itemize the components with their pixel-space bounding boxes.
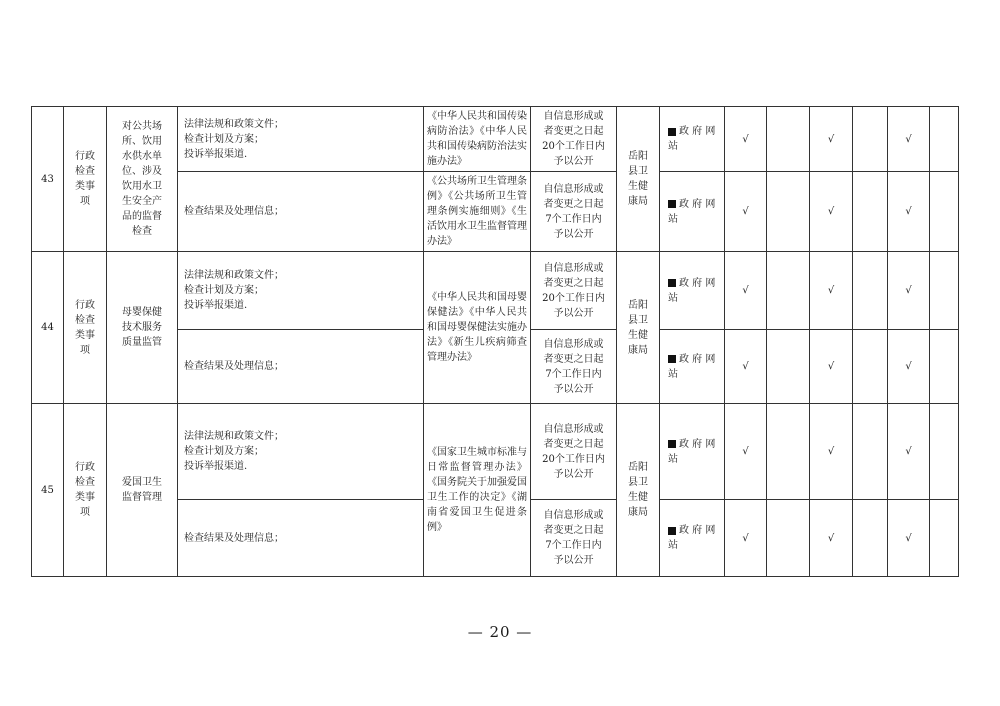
item-category: 行政 检查 类事 项 xyxy=(64,404,107,577)
check-mark: √ xyxy=(810,330,853,404)
black-square-icon xyxy=(668,128,676,136)
table-row xyxy=(32,404,959,500)
disclosure-content: 检查结果及处理信息； xyxy=(178,500,424,577)
item-name: 对公共场 所、饮用 水供水单 位、涉及 饮用水卫 生安全产 品的监督 检查 xyxy=(107,107,178,252)
empty-cell xyxy=(930,172,959,252)
check-mark: √ xyxy=(888,500,930,577)
legal-basis: 《公共场所卫生管理条例》《公共场所卫生管理条例实施细则》《生活饮用水卫生监督管理办法》 xyxy=(424,172,531,252)
empty-cell xyxy=(853,500,888,577)
row-number: 45 xyxy=(32,404,64,577)
empty-cell xyxy=(930,404,959,500)
item-name: 母婴保健 技术服务 质量监管 xyxy=(107,252,178,404)
check-mark: √ xyxy=(725,330,767,404)
check-mark: √ xyxy=(725,404,767,500)
row-number: 44 xyxy=(32,252,64,404)
empty-cell xyxy=(930,252,959,330)
disclosure-content: 法律法规和政策文件； 检查计划及方案； 投诉举报渠道. xyxy=(178,404,424,500)
check-mark: √ xyxy=(810,404,853,500)
check-mark: √ xyxy=(810,172,853,252)
disclosure-content: 检查结果及处理信息； xyxy=(178,172,424,252)
disclosure-subject: 岳阳 县卫 生健 康局 xyxy=(617,404,660,577)
legal-basis: 《国家卫生城市标准与日常监督管理办法》《国务院关于加强爱国卫生工作的决定》《湖南省爱国卫生促进条例》 xyxy=(424,404,531,577)
empty-cell xyxy=(853,404,888,500)
black-square-icon xyxy=(668,527,676,535)
black-square-icon xyxy=(668,355,676,363)
disclosure-channel: 政 府 网 站 xyxy=(660,404,725,500)
disclosure-channel: 政 府 网 站 xyxy=(660,500,725,577)
disclosure-channel: 政 府 网 站 xyxy=(660,330,725,404)
check-mark: √ xyxy=(810,107,853,172)
disclosure-channel: 政 府 网 站 xyxy=(660,172,725,252)
empty-cell xyxy=(930,500,959,577)
table-row xyxy=(32,107,959,172)
disclosure-time-limit: 自信息形成或 者变更之日起 7个工作日内 予以公开 xyxy=(531,330,617,404)
check-mark: √ xyxy=(888,107,930,172)
disclosure-time-limit: 自信息形成或 者变更之日起 7个工作日内 予以公开 xyxy=(531,172,617,252)
check-mark: √ xyxy=(888,404,930,500)
disclosure-content: 检查结果及处理信息； xyxy=(178,330,424,404)
legal-basis: 《中华人民共和国母婴保健法》《中华人民共和国母婴保健法实施办法》《新生儿疾病筛查管理办法》 xyxy=(424,252,531,404)
empty-cell xyxy=(767,404,810,500)
empty-cell xyxy=(767,172,810,252)
empty-cell xyxy=(853,172,888,252)
empty-cell xyxy=(930,330,959,404)
black-square-icon xyxy=(668,200,676,208)
legal-basis: 《中华人民共和国传染病防治法》《中华人民共和国传染病防治法实施办法》 xyxy=(424,107,531,172)
check-mark: √ xyxy=(888,252,930,330)
check-mark: √ xyxy=(888,330,930,404)
item-category: 行政 检查 类事 项 xyxy=(64,252,107,404)
empty-cell xyxy=(930,107,959,172)
disclosure-subject: 岳阳 县卫 生健 康局 xyxy=(617,252,660,404)
disclosure-channel: 政 府 网 站 xyxy=(660,252,725,330)
check-mark: √ xyxy=(725,252,767,330)
disclosure-subject: 岳阳 县卫 生健 康局 xyxy=(617,107,660,252)
check-mark: √ xyxy=(888,172,930,252)
check-mark: √ xyxy=(810,252,853,330)
table-row xyxy=(32,252,959,330)
disclosure-time-limit: 自信息形成或 者变更之日起 20个工作日内 予以公开 xyxy=(531,404,617,500)
black-square-icon xyxy=(668,279,676,287)
empty-cell xyxy=(767,252,810,330)
disclosure-time-limit: 自信息形成或 者变更之日起 20个工作日内 予以公开 xyxy=(531,107,617,172)
empty-cell xyxy=(767,330,810,404)
empty-cell xyxy=(767,500,810,577)
disclosure-channel: 政 府 网 站 xyxy=(660,107,725,172)
disclosure-table xyxy=(31,106,959,577)
disclosure-time-limit: 自信息形成或 者变更之日起 7个工作日内 予以公开 xyxy=(531,500,617,577)
black-square-icon xyxy=(668,440,676,448)
disclosure-content: 法律法规和政策文件； 检查计划及方案； 投诉举报渠道. xyxy=(178,252,424,330)
item-name: 爱国卫生 监督管理 xyxy=(107,404,178,577)
empty-cell xyxy=(853,107,888,172)
item-category: 行政 检查 类事 项 xyxy=(64,107,107,252)
empty-cell xyxy=(767,107,810,172)
check-mark: √ xyxy=(725,172,767,252)
page-number: — 20 — xyxy=(467,623,533,641)
check-mark: √ xyxy=(725,107,767,172)
disclosure-content: 法律法规和政策文件； 检查计划及方案； 投诉举报渠道. xyxy=(178,107,424,172)
check-mark: √ xyxy=(810,500,853,577)
empty-cell xyxy=(853,252,888,330)
empty-cell xyxy=(853,330,888,404)
check-mark: √ xyxy=(725,500,767,577)
row-number: 43 xyxy=(32,107,64,252)
disclosure-time-limit: 自信息形成或 者变更之日起 20个工作日内 予以公开 xyxy=(531,252,617,330)
